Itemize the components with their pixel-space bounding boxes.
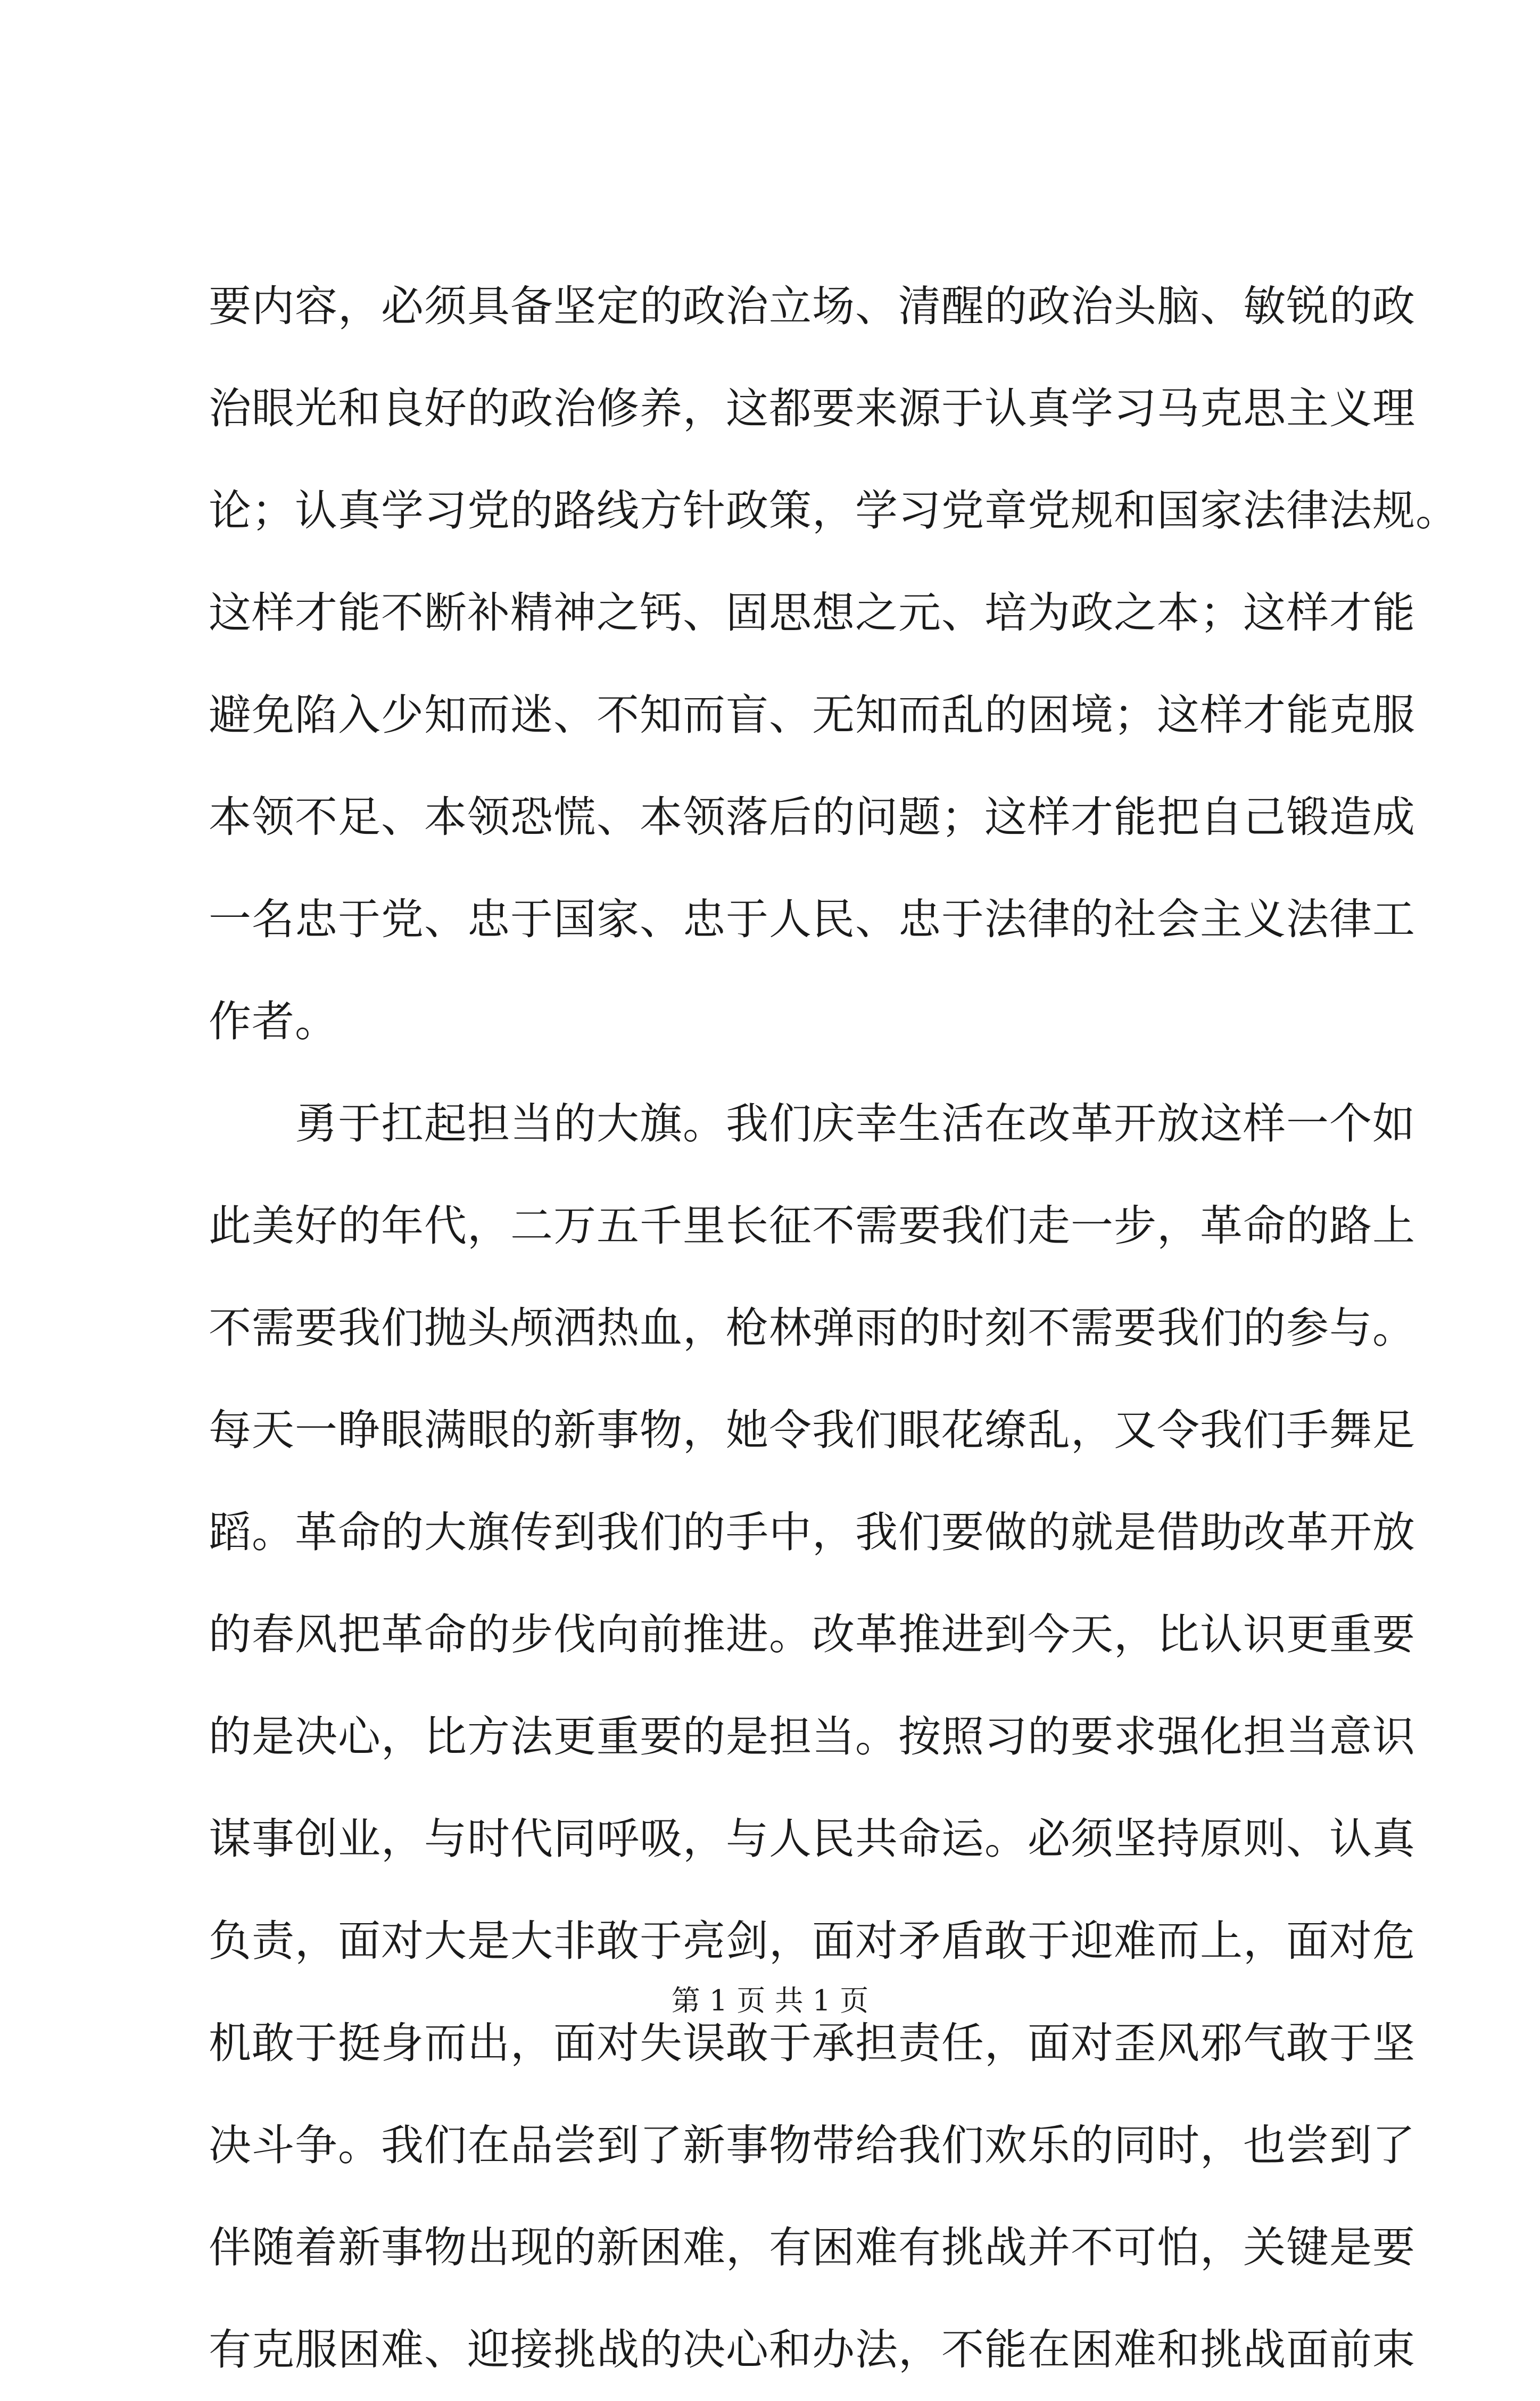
text-line: 论；认真学习党的路线方针政策，学习党章党规和国家法律法规。 [209, 486, 1459, 535]
text-line: 这样才能不断补精神之钙、固思想之元、培为政之本；这样才能 [209, 588, 1415, 637]
text-line: 蹈。革命的大旗传到我们的手中，我们要做的就是借助改革开放 [209, 1508, 1415, 1557]
text-line: 本领不足、本领恐慌、本领落后的问题；这样才能把自己锻造成 [209, 792, 1415, 842]
text-line: 一名忠于党、忠于国家、忠于人民、忠于法律的社会主义法律工 [209, 895, 1415, 944]
text-line: 勇于扛起担当的大旗。我们庆幸生活在改革开放这样一个如 [209, 1099, 1415, 1148]
text-line: 要内容，必须具备坚定的政治立场、清醒的政治头脑、敏锐的政 [209, 282, 1415, 331]
text-line: 伴随着新事物出现的新困难，有困难有挑战并不可怕，关键是要 [209, 2223, 1415, 2272]
document-body [209, 255, 1459, 2401]
text-line: 的春风把革命的步伐向前推进。改革推进到今天，比认识更重要 [209, 1610, 1415, 1659]
text-line: 作者。 [209, 997, 338, 1046]
text-line: 负责，面对大是大非敢于亮剑，面对矛盾敢于迎难而上，面对危 [209, 1916, 1415, 1966]
text-line: 此美好的年代，二万五千里长征不需要我们走一步，革命的路上 [209, 1201, 1415, 1251]
text-line: 谋事创业，与时代同呼吸，与人民共命运。必须坚持原则、认真 [209, 1814, 1415, 1864]
text-line: 有克服困难、迎接挑战的决心和办法，不能在困难和挑战面前束 [209, 2325, 1415, 2374]
text-line: 不需要我们抛头颅洒热血，枪林弹雨的时刻不需要我们的参与。 [209, 1303, 1415, 1353]
text-line: 机敢于挺身而出，面对失误敢于承担责任，面对歪风邪气敢于坚 [209, 2018, 1415, 2068]
text-line: 避免陷入少知而迷、不知而盲、无知而乱的困境；这样才能克服 [209, 690, 1415, 740]
text-line: 决斗争。我们在品尝到了新事物带给我们欢乐的同时，也尝到了 [209, 2121, 1415, 2170]
text-line: 治眼光和良好的政治修养，这都要来源于认真学习马克思主义理 [209, 384, 1415, 433]
text-line: 的是决心，比方法更重要的是担当。按照习的要求强化担当意识 [209, 1712, 1415, 1761]
text-line: 每天一睁眼满眼的新事物，她令我们眼花缭乱，又令我们手舞足 [209, 1405, 1415, 1455]
page-footer: 第 1 页 共 1 页 [671, 1984, 869, 2017]
